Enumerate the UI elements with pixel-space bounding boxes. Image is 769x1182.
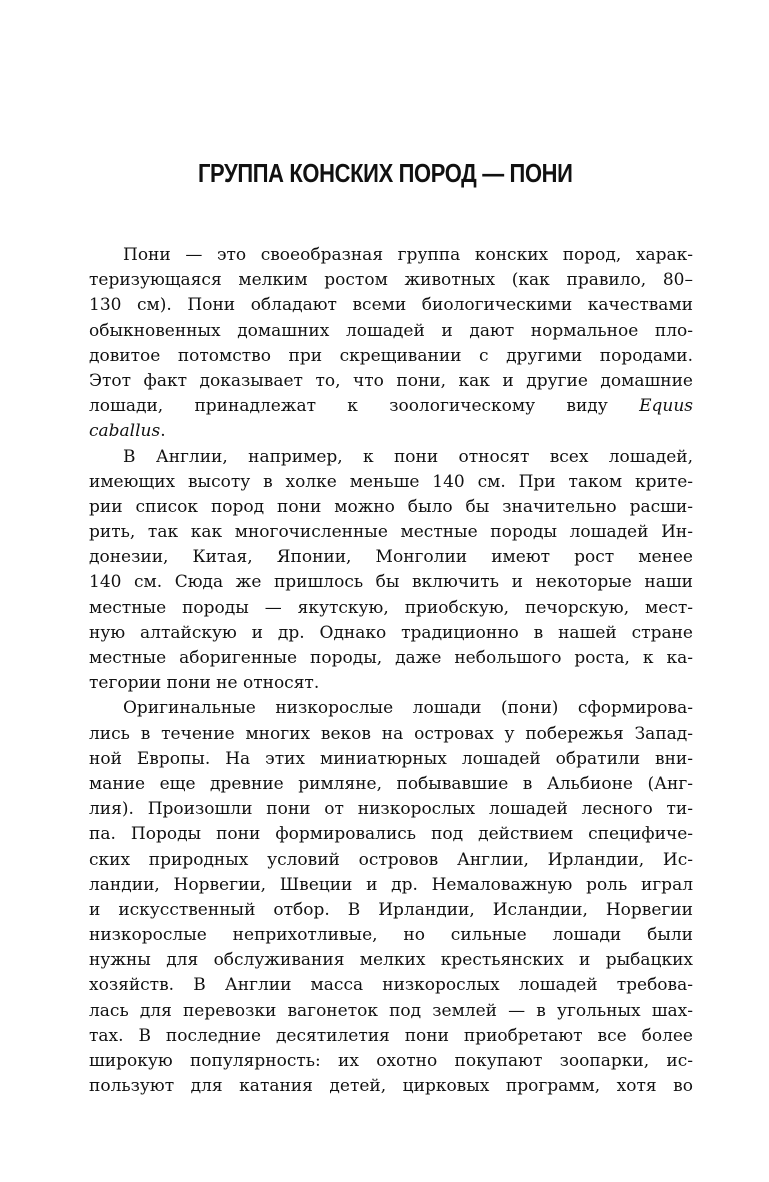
text-line: и искусственный отбор. В Ирландии, Исландии, Норвегии [89,899,693,920]
species-name-italic: caballus [89,421,161,442]
text-line: тегории пони не относят. [89,673,320,694]
paragraph-3 [89,696,693,1099]
body-text [89,243,693,1099]
text-line: хозяйств. В Англии масса низкорослых лошадей требова- [89,975,693,996]
text-line: Оригинальные низкорослые лошади (пони) сформирова- [123,698,693,719]
text-line: лись в течение многих веков на островах у побережья Запад- [89,723,693,744]
text-line: па. Породы пони формировались под действием специфиче- [89,824,693,845]
text-line: рить, так как многочисленные местные породы лошадей Ин- [89,522,693,543]
text-line [89,394,693,419]
text-line: ландии, Норвегии, Швеции и др. Немаловажную роль играл [89,874,693,895]
text-line: ной Европы. На этих миниатюрных лошадей обратили вни- [89,748,693,769]
paragraph-1 [89,243,693,445]
text-line: пользуют для катания детей, цирковых программ, хотя во [89,1076,693,1097]
text-line: мание еще древние римляне, побывавшие в Альбионе (Анг- [89,773,693,794]
text-line: рии список пород пони можно было бы значительно расши- [89,496,693,517]
text-line: широкую популярность: их охотно покупают зоопарки, ис- [89,1051,693,1071]
text-line: 140 см. Сюда же пришлось бы включить и некоторые наши [89,572,693,593]
paragraph-2 [89,445,693,697]
text-line: В Англии, например, к пони относят всех лошадей, [123,446,693,467]
text-line: местные породы — якутскую, приобскую, печорскую, мест- [89,597,693,618]
text-line: донезии, Китая, Японии, Монголии имеют рост менее [89,547,693,568]
text-line: лась для перевозки вагонеток под землей — в угольных шах- [89,1000,693,1021]
text-line: местные аборигенные породы, даже небольшого роста, к ка- [89,648,693,668]
text-line: Этот факт доказывает то, что пони, как и другие домашние [89,370,693,391]
chapter-heading: ГРУППА КОНСКИХ ПОРОД — ПОНИ [197,160,573,188]
text-line: довитое потомство при скрещивании с другими породами. [89,345,693,366]
text-line [89,419,693,444]
text-line: Пони — это своеобразная группа конских пород, харак- [123,245,693,265]
text-line: лия). Произошли пони от низкорослых лошадей лесного ти- [89,799,693,820]
text-line: нужны для обслуживания мелких крестьянских и рыбацких [89,950,693,971]
text-line: ских природных условий островов Англии, Ирландии, Ис- [89,849,693,870]
text-line: ную алтайскую и др. Однако традиционно в нашей стране [89,622,693,643]
text-line: теризующаяся мелким ростом животных (как правило, 80– [89,270,693,291]
text-line: обыкновенных домашних лошадей и дают нормальное пло- [89,320,693,341]
text-line: 130 см). Пони обладают всеми биологическими качествами [89,295,693,316]
text-segment: . [160,421,166,442]
text-line: низкорослые неприхотливые, но сильные лошади были [89,925,693,946]
text-line: имеющих высоту в холке меньше 140 см. При таком крите- [89,471,693,492]
text-line: тах. В последние десятилетия пони приобретают все более [89,1025,693,1046]
text-segment: лошади, принадлежат к зоологическому виду [89,396,608,417]
species-name-italic: Equus [639,396,693,417]
